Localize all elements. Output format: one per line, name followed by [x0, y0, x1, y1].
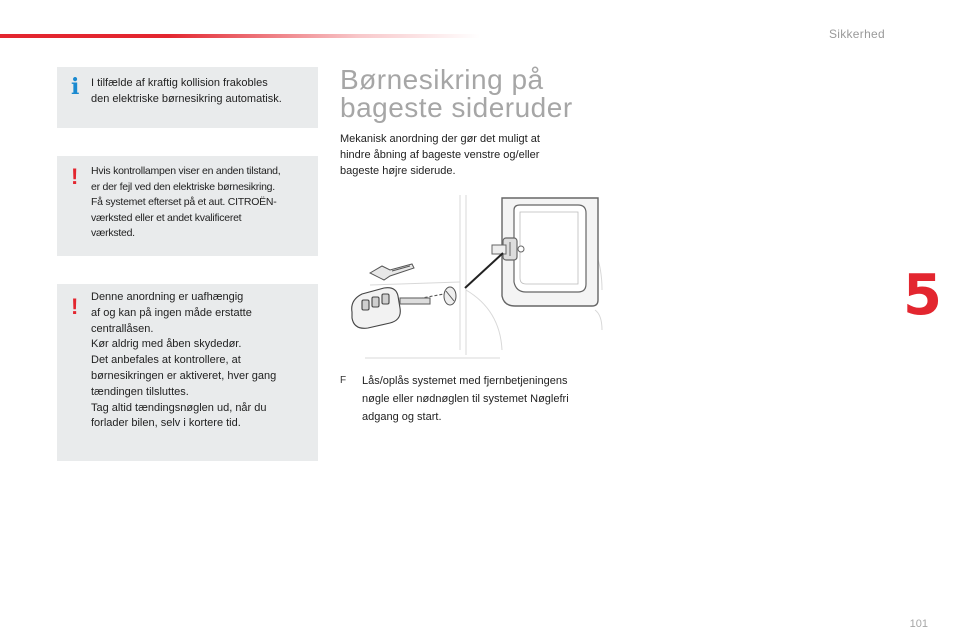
info-note-box	[57, 67, 318, 128]
page-number: 101	[909, 618, 928, 630]
warning-note-text: Denne anordning er uafhængig af og kan på ingen måde erstatte centrallåsen. Kør aldrig med åben skydedør. Det anbefales at kontrollere, at børnesikringen er aktiveret, hver gang tændingen tilsluttes. Tag altid tændingsnøglen ud, når du forlader bilen, selv i kortere tid.	[91, 291, 277, 430]
key-lock-illustration	[340, 190, 610, 362]
warning-note-box	[57, 284, 318, 461]
chapter-number: 5	[903, 263, 942, 328]
info-icon: i	[71, 74, 80, 100]
info-note-text: I tilfælde af kraftig kollision frakobles den elektriske børnesikring automatisk.	[91, 77, 282, 105]
warning-icon: !	[71, 294, 79, 319]
instruction-text: Lås/oplås systemet med fjernbetjeningens nøgle eller nødnøglen til systemet Nøglefri adgang og start.	[362, 375, 569, 423]
header-accent-bar	[0, 34, 480, 38]
intro-paragraph: Mekanisk anordning der gør det muligt at hindre åbning af bageste venstre og/eller bageste højre siderude.	[340, 133, 540, 177]
warning-note-text: Hvis kontrollampen viser en anden tilstand, er der fejl ved den elektriske børnesikring. Få systemet efterset på et aut. CITROËN- værksted eller et andet kvalificeret værksted.	[91, 165, 281, 239]
section-title: Sikkerhed	[828, 27, 885, 41]
warning-note-box	[57, 156, 318, 256]
page-title: Børnesikring på bageste sideruder	[340, 64, 573, 123]
warning-icon: !	[71, 164, 79, 189]
arrow-bullet-icon: F	[340, 375, 347, 386]
